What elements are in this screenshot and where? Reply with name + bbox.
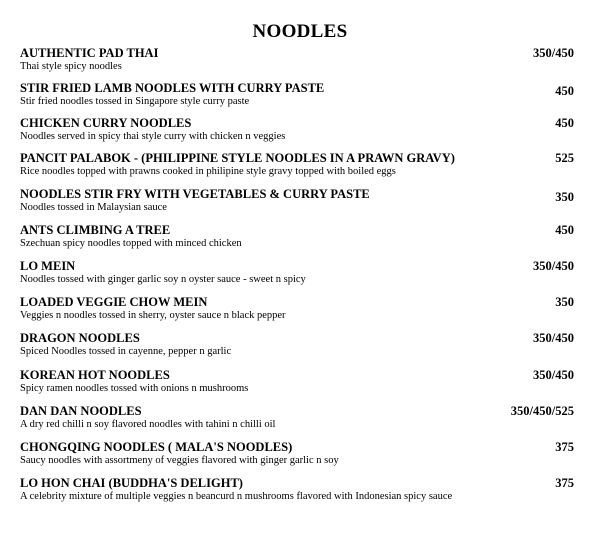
menu-item-ants-climbing-a-tree xyxy=(20,223,580,250)
item-price: 350/450 xyxy=(533,331,574,345)
item-price: 450 xyxy=(555,84,574,98)
item-description: A dry red chilli n soy flavored noodles with tahini n chilli oil xyxy=(20,419,276,430)
item-description: Thai style spicy noodles xyxy=(20,61,122,72)
menu-item-lo-mein xyxy=(20,259,580,286)
item-price: 350 xyxy=(555,295,574,309)
menu-item-chicken-curry-noodles xyxy=(20,116,580,143)
menu-item-dan-dan-noodles xyxy=(20,404,580,431)
menu-item-loaded-veggie-chow-mein xyxy=(20,295,580,322)
item-name: ANTS CLIMBING A TREE xyxy=(20,223,171,237)
item-name: KOREAN HOT NOODLES xyxy=(20,368,170,382)
menu-item-korean-hot-noodles xyxy=(20,368,580,395)
menu-item-stir-fried-lamb-noodles xyxy=(20,81,580,108)
item-price: 350/450/525 xyxy=(510,404,574,418)
menu-item-noodles-stir-fry-vegetables xyxy=(20,187,580,214)
menu-item-authentic-pad-thai xyxy=(20,46,580,73)
item-price: 350 xyxy=(555,190,574,204)
item-price: 375 xyxy=(555,476,574,490)
item-description: Spiced Noodles tossed in cayenne, pepper n garlic xyxy=(20,346,232,357)
item-description: Noodles tossed with ginger garlic soy n oyster sauce - sweet n spicy xyxy=(20,274,306,285)
item-price: 350/450 xyxy=(533,368,574,382)
item-price: 525 xyxy=(555,151,574,165)
item-name: LO MEIN xyxy=(20,259,76,273)
item-description: Saucy noodles with assortmeny of veggies flavored with ginger garlic n soy xyxy=(20,455,339,466)
item-description: Szechuan spicy noodles topped with minced chicken xyxy=(20,238,242,249)
item-description: Stir fried noodles tossed in Singapore style curry paste xyxy=(20,96,250,107)
item-description: Veggies n noodles tossed in sherry, oyster sauce n black pepper xyxy=(20,310,286,321)
menu-item-lo-hon-chai xyxy=(20,476,580,503)
item-price: 450 xyxy=(555,116,574,130)
item-name: AUTHENTIC PAD THAI xyxy=(20,46,159,60)
menu-item-dragon-noodles xyxy=(20,331,580,358)
item-name: STIR FRIED LAMB NOODLES WITH CURRY PASTE xyxy=(20,81,325,95)
item-name: LO HON CHAI (BUDDHA'S DELIGHT) xyxy=(20,476,243,490)
item-description: Spicy ramen noodles tossed with onions n mushrooms xyxy=(20,383,249,394)
item-price: 350/450 xyxy=(533,46,574,60)
item-name: DRAGON NOODLES xyxy=(20,331,140,345)
item-description: Noodles tossed in Malaysian sauce xyxy=(20,202,167,213)
item-name: PANCIT PALABOK - (PHILIPPINE STYLE NOODLES IN A PRAWN GRAVY) xyxy=(20,151,455,165)
item-name: LOADED VEGGIE CHOW MEIN xyxy=(20,295,208,309)
item-description: Rice noodles topped with prawns cooked in philipine style gravy topped with boiled eggs xyxy=(20,166,396,177)
item-name: DAN DAN NOODLES xyxy=(20,404,142,418)
item-price: 450 xyxy=(555,223,574,237)
item-name: NOODLES STIR FRY WITH VEGETABLES & CURRY PASTE xyxy=(20,187,370,201)
menu-item-pancit-palabok xyxy=(20,151,580,178)
item-name: CHICKEN CURRY NOODLES xyxy=(20,116,192,130)
item-price: 350/450 xyxy=(533,259,574,273)
menu-item-chongqing-noodles xyxy=(20,440,580,467)
item-description: Noodles served in spicy thai style curry with chicken n veggies xyxy=(20,131,286,142)
item-name: CHONGQING NOODLES ( MALA'S NOODLES) xyxy=(20,440,293,454)
item-price: 375 xyxy=(555,440,574,454)
menu-title: NOODLES xyxy=(252,21,348,42)
item-description: A celebrity mixture of multiple veggies n beancurd n mushrooms flavored with Indonesian spicy sauce xyxy=(20,491,453,502)
